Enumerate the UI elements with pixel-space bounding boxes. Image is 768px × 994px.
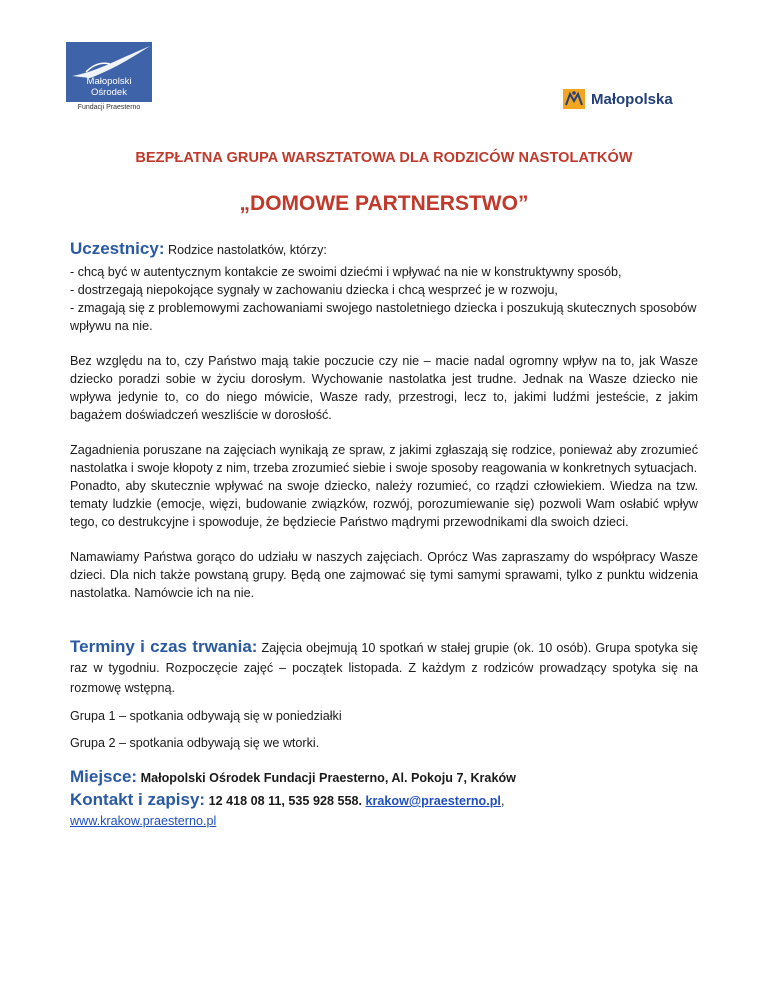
logo-sub: Fundacji Praesterno xyxy=(77,104,141,111)
place-heading: Miejsce: xyxy=(70,767,138,786)
subtitle-heading: BEZPŁATNA GRUPA WARSZTATOWA DLA RODZICÓW NASTOLATKÓW xyxy=(135,150,633,166)
place-line xyxy=(70,766,698,789)
terms-text: Zajęcia obejmują 10 spotkań w stałej grupie (ok. 10 osób). Grupa spotyka się raz w tygodniu. Rozpoczęcie zajęć – początek listopada. Z każdym z rodziców prowadzący spotyka się na rozmowę wstępną. xyxy=(70,641,698,695)
participants-section xyxy=(70,238,698,335)
paragraph-2: Zagadnienia poruszane na zajęciach wynikają ze spraw, z jakimi zgłaszają się rodzice, ponieważ aby zrozumieć nastolatka i swoje kłopoty z nim, trzeba zrozumieć siebie i swoje sposoby reagowania w konkretnych sytuacjach. xyxy=(70,443,698,475)
malopolska-emblem-icon xyxy=(563,89,585,109)
website-link[interactable]: www.krakow.praesterno.pl xyxy=(70,814,217,828)
paragraph-1: Bez względu na to, czy Państwo mają takie poczucie czy nie – macie nadal ogromny wpływ na to, jak Wasze dziecko poradzi sobie w życiu dorosłym. Wychowanie nastolatka jest trudne. Jednak na Wasze dziecko nie wpływa jedynie to, co do niego mówicie, Wasze rady, przestrogi, lecz to, jakimi ludźmi jesteście, z jakim bagażem doświadczeń weszliście w dorosłość. xyxy=(70,354,698,422)
paragraph-3: Ponadto, aby skutecznie wpływać na swoje dziecko, należy rozumieć, co rządzi człowiekiem. Wiedza na tzw. tematy ludzkie (emocje, więzi, budowanie związków, rozwój, porozumiewanie się) pozwoli Wam osłabić wpływ tego, co destrukcyjne i spowoduje, że będziecie Państwo mądrymi przewodnikami dla swoich dzieci. xyxy=(70,479,698,529)
praesterno-logo xyxy=(66,42,152,120)
list-item: - zmagają się z problemowymi zachowaniami swojego nastoletniego dziecka i poszukują skutecznych sposobów wpływu na nie. xyxy=(70,301,697,333)
participants-intro: Rodzice nastolatków, którzy: xyxy=(164,243,327,257)
terms-heading: Terminy i czas trwania: xyxy=(70,637,258,656)
logo-line1: Małopolski xyxy=(86,76,132,87)
main-title: „DOMOWE PARTNERSTWO” xyxy=(239,192,529,215)
logo-line2: Ośrodek xyxy=(91,87,127,98)
contact-heading: Kontakt i zapisy: xyxy=(70,790,206,809)
paragraph-4: Namawiamy Państwa gorąco do udziału w naszych zajęciach. Oprócz Was zapraszamy do współpracy Wasze dzieci. Dla nich także powstaną grupy. Będą one zajmować się tymi samymi sprawami, tylko z punktu widzenia nastolatka. Namówcie ich na nie. xyxy=(70,550,698,600)
contact-comma: , xyxy=(500,794,505,808)
group-2: Grupa 2 – spotkania odbywają się we wtorki. xyxy=(70,736,320,750)
list-item: - dostrzegają niepokojące sygnały w zachowaniu dziecka i chcą wesprzeć je w rozwoju, xyxy=(70,283,558,297)
participants-heading: Uczestnicy: xyxy=(70,239,165,258)
group-1: Grupa 1 – spotkania odbywają się w poniedziałki xyxy=(70,709,342,723)
participants-list xyxy=(70,263,698,335)
document-body xyxy=(70,150,698,830)
contact-phones: 12 418 08 11, 535 928 558. xyxy=(205,794,366,808)
logo-box xyxy=(66,42,152,102)
contact-line xyxy=(70,789,698,812)
place-text: Małopolski Ośrodek Fundacji Praesterno, Al. Pokoju 7, Kraków xyxy=(137,771,516,785)
email-link[interactable]: krakow@praesterno.pl xyxy=(365,794,501,808)
malopolska-logo xyxy=(563,88,673,110)
malopolska-brand: Małopolska xyxy=(591,90,673,108)
list-item: - chcą być w autentycznym kontakcie ze swoimi dziećmi i wpływać na nie w konstruktywny sposób, xyxy=(70,265,622,279)
terms-section xyxy=(70,637,698,698)
